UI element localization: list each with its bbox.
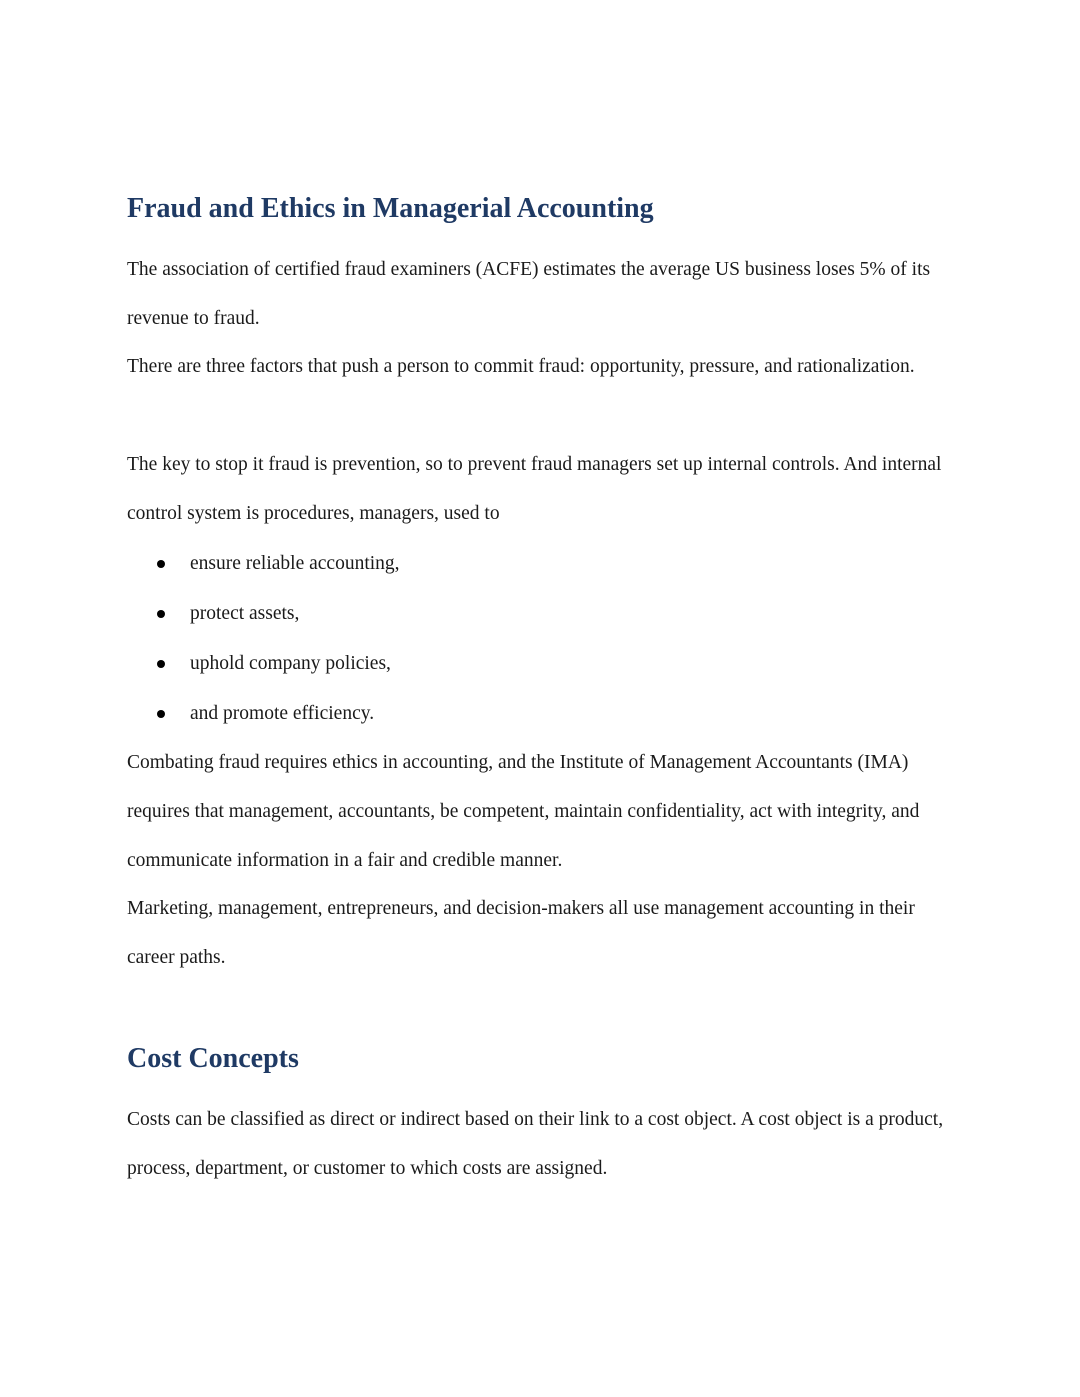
list-item: [127, 540, 927, 590]
section-heading-cost-concepts: Cost Concepts: [127, 1043, 299, 1074]
paragraph-career-paths: Marketing, management, entrepreneurs, and decision-makers all use management accounting in their career paths.: [127, 898, 915, 968]
list-item: [127, 590, 927, 640]
paragraph-ima-ethics: Combating fraud requires ethics in accounting, and the Institute of Management Accountants (IMA) requires that management, accountants, be competent, maintain confidentiality, act with integrity, and communicate information in a fair and credible manner.: [127, 752, 920, 871]
list-item-text: uphold company policies,: [190, 653, 391, 674]
bullet-icon: [157, 610, 165, 618]
paragraph-cost-classification: Costs can be classified as direct or indirect based on their link to a cost object. A cost object is a product, process, department, or customer to which costs are assigned.: [127, 1109, 944, 1179]
list-item-text: protect assets,: [190, 603, 300, 624]
bullet-icon: [157, 660, 165, 668]
bullet-icon: [157, 560, 165, 568]
list-item-text: and promote efficiency.: [190, 703, 375, 724]
section-heading-fraud-ethics: Fraud and Ethics in Managerial Accounting: [127, 193, 654, 224]
list-item-text: ensure reliable accounting,: [190, 553, 400, 574]
paragraph-internal-controls: The key to stop it fraud is prevention, so to prevent fraud managers set up internal controls. And internal control system is procedures, managers, used to: [127, 454, 942, 524]
paragraph-fraud-factors: There are three factors that push a person to commit fraud: opportunity, pressure, and rationalization.: [127, 356, 915, 377]
bullet-icon: [157, 710, 165, 718]
internal-control-purpose-list: [127, 540, 927, 740]
paragraph-acfe-estimate: The association of certified fraud examiners (ACFE) estimates the average US business loses 5% of its revenue to fraud.: [127, 259, 931, 329]
list-item: [127, 690, 927, 740]
list-item: [127, 640, 927, 690]
